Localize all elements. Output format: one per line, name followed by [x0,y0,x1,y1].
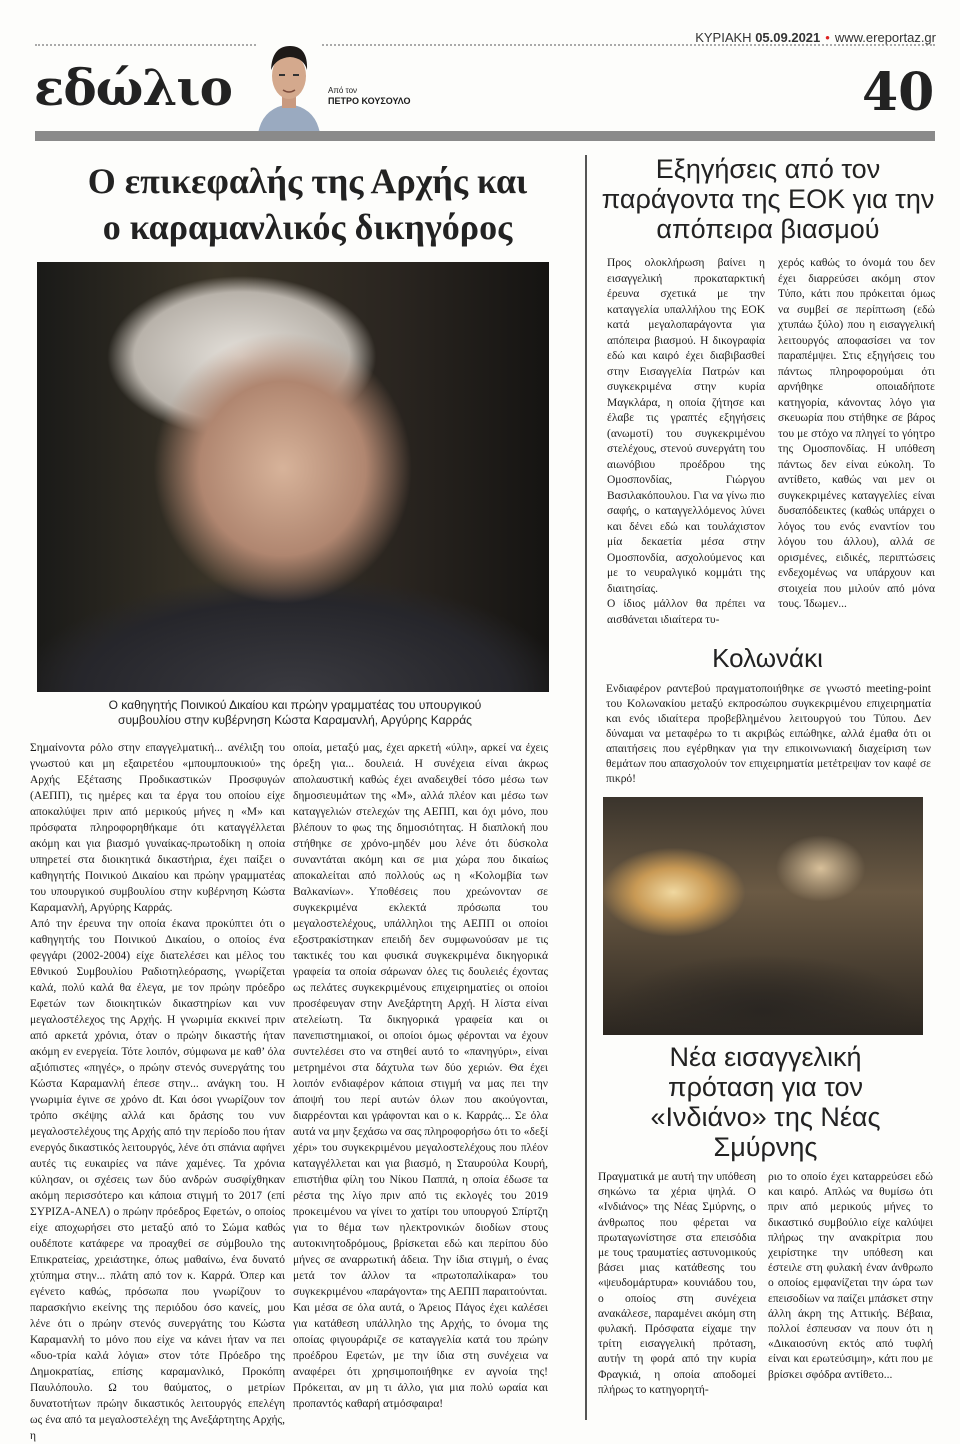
headline-line: «Ινδιάνο» της Νέας [650,1102,881,1132]
indianos-headline [598,1042,933,1162]
bullet-icon: • [825,30,830,45]
byline-prefix: Από τον [328,86,358,95]
issue-day: ΚΥΡΙΑΚΗ [695,30,752,45]
kolonaki-headline: Κολωνάκι [712,643,823,673]
paragraph: Και μέσα σε όλα αυτά, ο Άρειος Πάγος έχει καλέσει για κατάθεση υπάλληλο της Αρχής, το όνομα της οποίας φιγουράριζε σε καταγγελία κατά του πρώην προέδρου Εφετών, με την ίδια στη συνέχεια να αναφέρει ότι χρησιμοποιήθηκε εν αγνοία της! Πρόκειται, αν μη τι άλλο, για μια πολύ ωραία και προπαντός καθαρή ατμόσφαιρα! [293,1302,548,1410]
paragraph: Από την έρευνα την οποία έκανα προκύπτει ότι ο καθηγητής του Ποινικού Δικαίου, ο οποίος ένα φεγγάρι (2002-2004) είχε διατελέσει και μέλος του Εθνικού Συμβουλίου Ραδιοτηλεόρασης, γνωρίζεται καλά, πολύ καλά θα έλεγα, με τον πρώην πρόεδρο Εφετών των διοικητικών δικαστηρίων και νυν μεγαλοστέλεχος της Αρχής. Η γνωριμία εκκινεί πριν από αρκετά χρόνια, όταν ο πρώην δικαστής ήταν ακόμη εν ενεργεία. Τότε λοιπόν, σύμφωνα με καθ’ όλα αξιόπιστες «πηγές», ο πρώην στενός συνεργάτης του Κώστα Καραμανλή έπεσε στην... ανάγκη του. Η γνωριμία έγινε σε χρόνο dt. Και όσοι γνωρίζουν τον τρόπο σκέψης αλλά και δράσης του νυν μεγαλοστελέχους της Αρχής από την περίοδο που ήταν ενεργός δικαστικός λειτουργός, λένε ότι σπάνια αφήνει αυτές τις ευκαιρίες να πάνε χαμένες. Τα χρόνια κύλησαν, οι σχέσεις των δύο ανδρών συσφίχθηκαν ακόμη περισσότερο και κάποια στιγμή το 2017 (επί ΣΥΡΙΖΑ-ΑΝΕΛ) ο πρώην πρόεδρος Εφετών, ο οποίος είχε αποχωρήσει στο μεταξύ από το Σώμα καθώς ουδέποτε κατάφερε να προαχθεί σε σύμβουλο της Επικρατείας, χρειάστηκε, όπως μαθαίνω, ένα δυνατό χτύπημα στην... πλάτη από τον κ. Καρρά. Όπερ και εγένετο καθώς, πρόσωπα που γνωρίζουν το παρασκήνιο εκείνης της περιόδου όσο κανείς, μου λένε ότι ο πρώην στενός συνεργάτης του Κώστα Καραμανλή το μόνο που είχε να κάνει ήταν να πει «δυο-τρία καλά λόγια» στον τότε Πρόεδρο της Δημοκρατίας, επίσης καραμανλικό, Προκόπη Παυλόπουλο. Ω του θαύματος, ο μετρίων δυνατοτήτων πρώην δικαστικός λειτουργός επελέγη ως ένα από τα μεγαλοστελέχη της Ανεξάρτητης Αρχής, η [30,918,285,1442]
paragraph: Ο ίδιος μάλλον θα πρέπει να αισθάνεται ιδιαίτερα τυ- [607,598,765,626]
eok-headline: Εξηγήσεις από τον παράγοντα της ΕΟΚ για την απόπειρα βιασμού [601,154,935,244]
indianos-column-2: ριο το οποίο έχει καταρρεύσει εδώ και καιρό. Απλώς να θυμίσω ότι πριν από μερικούς μήνες το δικαστικό συμβούλιο είχε καλύψει πλήρως την ανακρίτρια που χειρίστηκε την υπόθεση και έστειλε στη φυλακή έναν άνθρωπο ο οποίος εμφανίζεται την ώρα των επεισοδίων να παίζει μπάσκετ στην άλλη άκρη της Αττικής. Βέβαια, πολλοί έσπευσαν να πουν ότι η «Δικαιοσύνη εκτός από τυφλή είναι και ερωτεύσιμη», κάτι που με βρίσκει σφόδρα αντίθετο... [768,1171,933,1381]
caption-line: Ο καθηγητής Ποινικού Δικαίου και πρώην γραμματέας του υπουργικού [108,698,482,712]
column-logo: εδώλιο [34,58,232,117]
issue-date [695,30,936,45]
header-bar [35,131,935,141]
kolonaki-text: Ενδιαφέρον ραντεβού πραγματοποιήθηκε σε γνωστό meeting-point του Κολωνακίου μεταξύ εκπροσώπου συγκεκριμένου επιχειρηματία και ενός ιδιαίτερα προβεβλημένου λειτουργού του Τύπου. Δεν δύναμαι να μεταφέρω το τι ακριβώς ειπώθηκε, αλλά έμαθα ότι οι απαιτήσεις που εγέρθηκαν για την επικοινωνιακή διαχείριση των θεμάτων που απασχολούν τον επιχειρηματία μετέτρεψαν τον καφέ σε πικρό! [606,683,931,785]
paragraph: χερός καθώς το όνομά του δεν έχει διαρρεύσει ακόμη στον Τύπο, κάτι που πρόκειται όμως να συμβεί σε περίπτωση (εδώ χτυπάω ξύλο) που η εισαγγελική λειτουργός αποφασίσει να τον παραπέμψει. Στις εξηγήσεις του πάντως πληροφορούμαι ότι αρνήθηκε οποιαδήποτε κατηγορία, κάνοντας λόγο για σκευωρία που στήθηκε σε βάρος του με στόχο να πληγεί το γόητρο της Ομοσπονδίας. Η υπόθεση πάντως δεν είναι εύκολη. Το αντίθετο, καθώς ναι μεν οι συγκεκριμένες καταγγελίες είναι δυσαπόδεικτες (καθώς υπάρχει ο λόγος του ενός εναντίον του λόγου του άλλου), αλλά σε ορισμένες, ειδικές, περιπτώσεις ενδεχομένως να υπάρχουν και στοιχεία που μιλούν από μόνα τους. Ίδωμεν... [778,257,935,610]
paragraph: Σημαίνοντα ρόλο στην επαγγελματική... ανέλιξη του γνωστού και μη εξαιρετέου «μπουμπουκιού» της Αρχής Εξέτασης Προδικαστικών Προσφυγών (ΑΕΠΠ), τις ημέρες και τα έργα του οποίου είχε αποκαλύψει πριν από μερικούς μήνες η «Μ» και πρόσφατα πληροφορηθήκαμε ότι καταγγέλλεται ακόμη και για βιασμό γυναίκας-πρωτοδίκη η οποία υπηρετεί στα διοικητικά δικαστήρια, έχει παίξει ο καθηγητής Ποινικού Δικαίου και πρώην γραμματέας του υπουργικού συμβουλίου στην κυβέρνηση Κώστα Καραμανλή, Αργύρης Καρράς. [30,742,285,914]
columnist-photo [256,38,322,134]
eok-column-2 [778,256,935,613]
headline-line: Νέα εισαγγελική [669,1042,862,1072]
headline-line: πρόταση για τον [667,1072,864,1102]
byline [328,85,410,107]
issue-date-value: 05.09.2021 [755,30,821,45]
portrait-photo [37,262,549,692]
caption-line: συμβουλίου στην κυβέρνηση Κώστα Καραμανλή, Αργύρης Καρράς [118,713,472,727]
main-headline [35,158,580,250]
paragraph: οποία, μεταξύ μας, έχει αρκετή «ύλη», αρκεί να έχεις όρεξη για... δουλειά. Η συνέχεια είναι άκρως απολαυστική καθώς έχει αναδειχθεί τόσο μέσω των δημοσιευμάτων της «Μ», αλλά πλέον και μέσω των καταγγελιών στελεχών της ΑΕΠΠ, και όχι μόνο, που βλέπουν το φως της δημοσιότητας. Η διαπλοκή που στήθηκε σε χρόνο-μηδέν μου λένε ότι δύσκολα συναντάται ακόμη και σε μια χώρα που δικαίως αποκαλείται από πολλούς ως η «Κολομβία των Βαλκανίων». Υποθέσεις που χρεώνονταν σε συγκεκριμένα εκλεκτά πρόσωπα του μεγαλοστελέχους, υπάλληλοι της ΑΕΠΠ οι οποίοι εξοστρακίστηκαν επειδή δεν συμφωνούσαν με τις τακτικές του και φυσικά συγκεκριμένα δικηγορικά γραφεία τα οποία σάρωναν όλες τις δουλειές έχοντας ως πελάτες συγκεκριμένους επιχειρηματίες οι οποίοι προσέφευγαν στην Ανεξάρτητη Αρχή. Η λίστα είναι ατελείωτη. Τα δικηγορικά γραφεία και οι πανεπιστημιακοί, οι οποίοι όμως φέρονται να έχουν συντελέσει στο να στηθεί αυτό το «πανηγύρι», είναι μετρημένοι στα δάχτυλα των δύο χεριών. Θα έχει λοιπόν ενδιαφέρον κάποια στιγμή να μας πει την άποψή του περί αυτών όλων που ακούγονται, διαρρέονται και γράφονται και ο κ. Καρράς... Σε όλα αυτά να μην ξεχάσω να σας πληροφορήσω ότι το «δεξί χέρι» του συγκεκριμένου μεγαλοστελέχους που πλέον καταγγέλλεται και για βιασμό, η Σταυρούλα Κουρή, επιστήθια φίλη του Νίκου Παππά, η οποία έδωσε τα ρέστα της λίγο πριν από τις εκλογές του 2019 προκειμένου να γίνει το χατίρι του υπουργού Σπίρτζη για το θέμα των ηλεκτρονικών διοδίων στους αυτοκινητοδρόμους, βρίσκεται εδώ και περίπου δύο μήνες σε αναρρωτική άδεια. Την ίδια στιγμή, ο ένας μετά τον άλλον τα «πρωτοπαλίκαρα» του συγκεκριμένου «παράγοντα» της ΑΕΠΠ παραιτούνται. [293,742,548,1298]
eok-column-1 [607,256,765,628]
headline-line: Σμύρνης [713,1132,818,1162]
paragraph: Προς ολοκλήρωση βαίνει η εισαγγελική προκαταρκτική έρευνα σχετικά με την καταγγελία υπαλλήλου της ΕΟΚ κατά μεγαλοπαράγοντα για απόπειρα βιασμού. Η δικογραφία εδώ και καιρό έχει διαβιβασθεί στην Εισαγγελία Πατρών και συγκεκριμένα στην κυρία Μαγκλάρα, η οποία ζήτησε και έλαβε τις γραπτές εξηγήσεις (ανωμοτί) του συγκεκριμένου στελέχους, στενού συνεργάτη του αιωνόβιου προέδρου της Ομοσπονδίας, Γιώργου Βασιλακόπουλου. Για να γίνω πιο σαφής, ο καταγγελλόμενος λύνει και δένει εδώ και τουλάχιστον μία δεκαετία μέσα στην Ομοσπονδία, ασχολούμενος και με το νευραλγικό κομμάτι της διαιτησίας. [607,257,765,595]
main-headline-line: ο καραμανλικός δικηγόρος [102,207,513,247]
main-article-column-2 [293,740,548,1412]
website: www.ereportaz.gr [834,30,936,45]
byline-name: ΠΕΤΡΟ ΚΟΥΣΟΥΛΟ [328,96,411,106]
photo-caption [50,698,540,728]
column-divider [585,155,587,1420]
indianos-column-1: Πραγματικά με αυτή την υπόθεση σηκώνω τα χέρια ψηλά. Ο «Ινδιάνος» της Νέας Σμύρνης, ο άνθρωπος που φέρεται να πρωταγωνίστησε στα επεισόδια με τους τραυματίες αστυνομικούς βάσει μιας κατάθεσης του «ψευδομάρτυρα» κουνιάδου του, ο οποίος στη συνέχεια ανακάλεσε, παραμένει ακόμη στη φυλακή. Πρόσφατα είχαμε την τρίτη εισαγγελική πρόταση, αυτήν τη φορά από την κυρία Φραγκιά, η οποία αποδομεί πλήρως το κατηγορητή- [598,1171,756,1396]
main-headline-line: Ο επικεφαλής της Αρχής και [87,161,528,201]
riot-photo [603,797,923,1035]
page-number: 40 [862,62,935,123]
main-article-column-1 [30,740,285,1444]
